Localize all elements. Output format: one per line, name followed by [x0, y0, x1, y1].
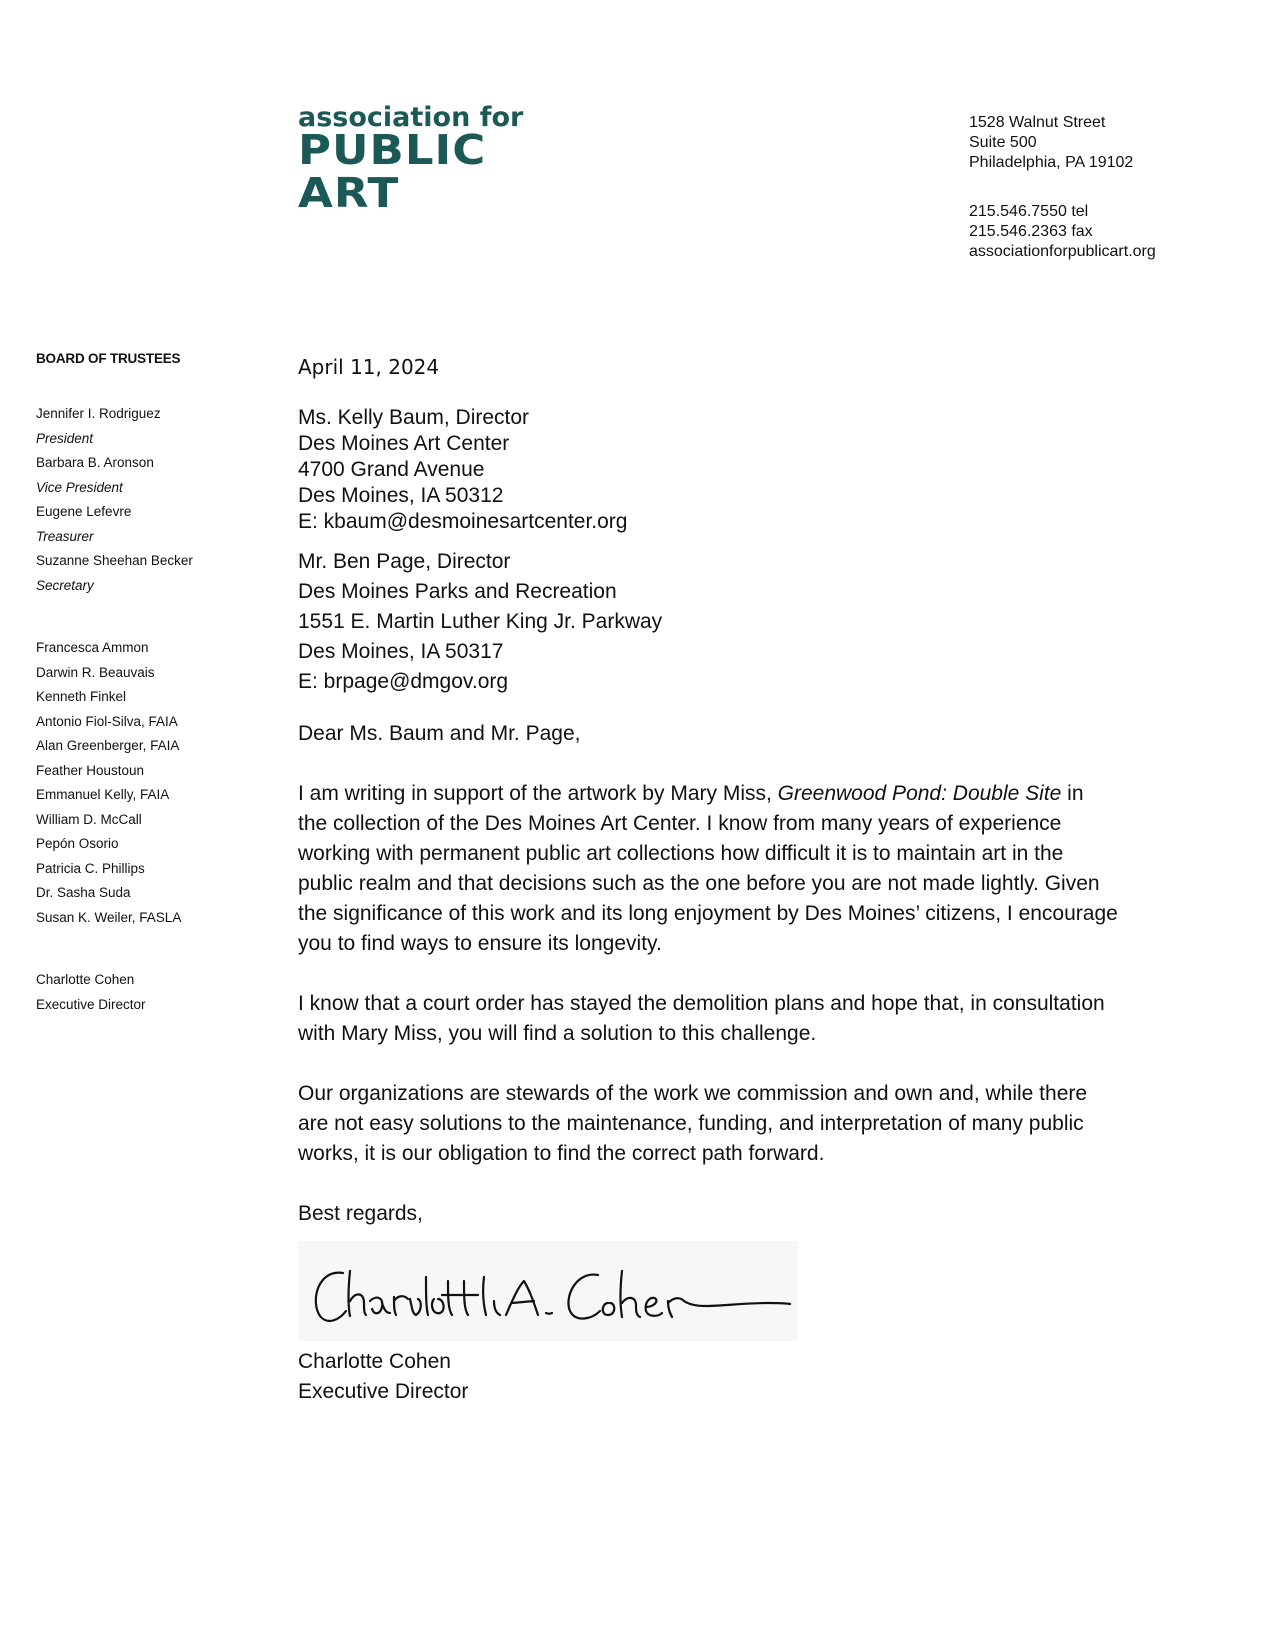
board-member: Susan K. Weiler, FASLA — [36, 909, 182, 925]
address-web: associationforpublicart.org — [969, 243, 1156, 260]
recipient-block-1 — [298, 405, 1118, 535]
recipient-line: 1551 E. Martin Luther King Jr. Parkway — [298, 610, 663, 633]
recipient-line: Des Moines, IA 50312 — [298, 484, 504, 507]
recipient-line: Ms. Kelly Baum, Director — [298, 406, 530, 429]
signer-block — [298, 1347, 1118, 1407]
salutation: Dear Ms. Baum and Mr. Page, — [298, 722, 581, 745]
officer-name: Eugene Lefevre — [36, 504, 132, 519]
officer-role: Secretary — [36, 577, 94, 593]
officer-role: Vice President — [36, 479, 123, 495]
paragraph-3: Our organizations are stewards of the work we commission and own and, while there are not easy solutions to the maintenance, funding, and interpretation of many public works, it is our obligation to find the correct path forward. — [298, 1082, 1088, 1165]
paragraph-1-end: in the collection of the Des Moines Art Center. I know from many years of experience working with permanent public art collections how difficult it is to maintain art in the public realm and that decisions such as the one before you are not made lightly. Given the significance of this work and its long enjoyment by Des Moines’ citizens, I encourage you to find ways to ensure its longevity. — [298, 782, 1118, 955]
board-member: Darwin R. Beauvais — [36, 664, 155, 680]
recipient-line: Des Moines Art Center — [298, 432, 510, 455]
paragraph-2: I know that a court order has stayed the demolition plans and hope that, in consultation with Mary Miss, you will find a solution to this challenge. — [298, 992, 1105, 1045]
address-city: Philadelphia, PA 19102 — [969, 154, 1134, 171]
logo-line-3: ART — [298, 168, 400, 218]
recipient-line: 4700 Grand Avenue — [298, 458, 485, 481]
officer-role: Treasurer — [36, 528, 94, 544]
board-member: Dr. Sasha Suda — [36, 885, 131, 900]
board-of-trustees-sidebar — [36, 351, 266, 1017]
artwork-title: Greenwood Pond: Double Site — [777, 782, 1062, 805]
recipient-line: Mr. Ben Page, Director — [298, 550, 511, 573]
logo-line-1: association for — [298, 102, 524, 133]
recipient-email: E: kbaum@desmoinesartcenter.org — [298, 510, 628, 533]
address-suite: Suite 500 — [969, 134, 1037, 151]
officer-name: Barbara B. Aronson — [36, 455, 154, 470]
board-member: Emmanuel Kelly, FAIA — [36, 787, 170, 802]
executive-name: Charlotte Cohen — [36, 972, 135, 987]
board-heading: BOARD OF TRUSTEES — [36, 351, 181, 366]
board-member: Feather Houstoun — [36, 762, 145, 778]
organization-logo — [298, 104, 523, 217]
board-member: Antonio Fiol-Silva, FAIA — [36, 713, 178, 729]
logo-line-2: PUBLIC — [298, 125, 487, 175]
letter-body — [298, 355, 1118, 1407]
closing: Best regards, — [298, 1202, 423, 1225]
board-member: Alan Greenberger, FAIA — [36, 738, 180, 753]
signature-image — [298, 1241, 798, 1341]
paragraph-1-start: I am writing in support of the artwork by Mary Miss, — [298, 782, 778, 805]
paragraph-1 — [298, 779, 1118, 959]
executive-role: Executive Director — [36, 996, 146, 1012]
board-member: Pepón Osorio — [36, 836, 119, 851]
board-member: William D. McCall — [36, 811, 142, 827]
officer-name: Suzanne Sheehan Becker — [36, 553, 193, 568]
signer-title: Executive Director — [298, 1380, 469, 1403]
handwritten-signature — [298, 1241, 798, 1341]
recipient-email: E: brpage@dmgov.org — [298, 670, 509, 693]
letter-date: April 11, 2024 — [298, 355, 440, 379]
officer-name: Jennifer I. Rodriguez — [36, 406, 161, 421]
signer-name: Charlotte Cohen — [298, 1350, 451, 1373]
officer-role: President — [36, 430, 94, 446]
address-tel: 215.546.7550 tel — [969, 203, 1089, 220]
letterhead-address — [969, 113, 1156, 262]
recipient-line: Des Moines Parks and Recreation — [298, 580, 617, 603]
recipient-block-2 — [298, 547, 1118, 697]
board-member: Francesca Ammon — [36, 640, 149, 655]
address-fax: 215.546.2363 fax — [969, 223, 1093, 240]
recipient-line: Des Moines, IA 50317 — [298, 640, 504, 663]
address-street: 1528 Walnut Street — [969, 114, 1106, 131]
board-member: Patricia C. Phillips — [36, 860, 145, 876]
board-member: Kenneth Finkel — [36, 689, 127, 704]
